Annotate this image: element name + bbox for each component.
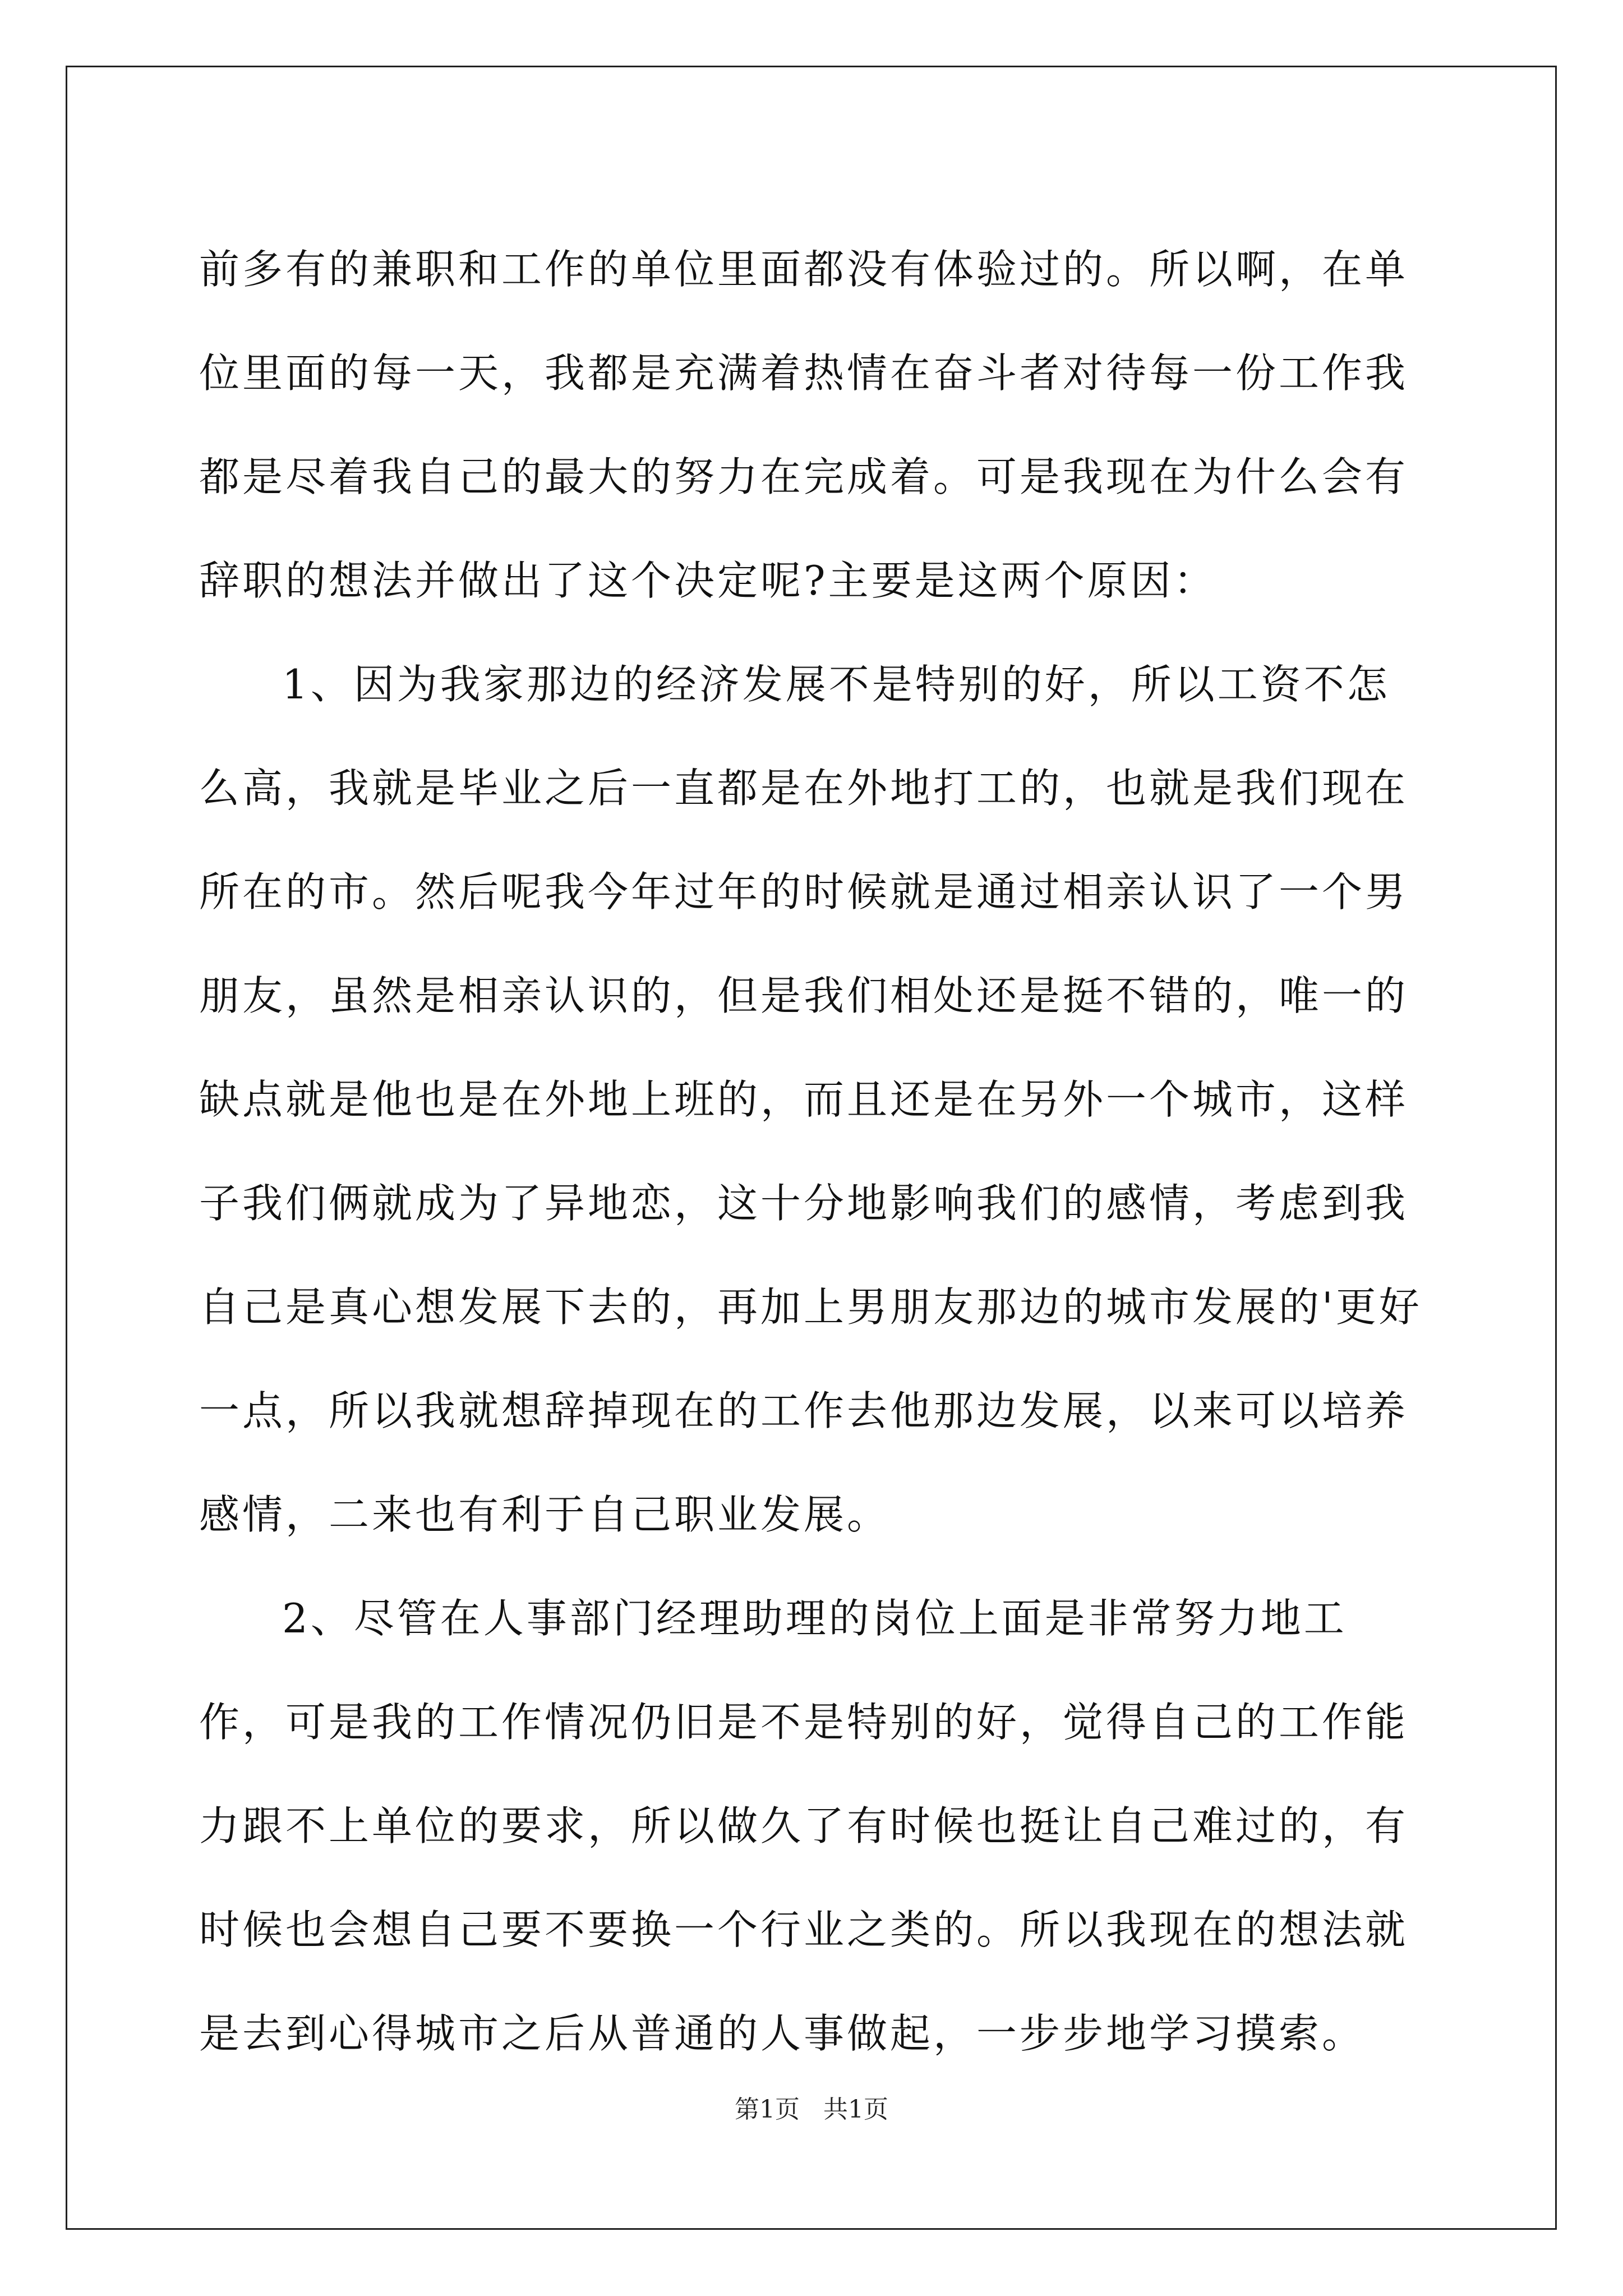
paragraph-reason-1: 1、因为我家那边的经济发展不是特别的好，所以工资不怎么高，我就是毕业之后一直都是在外地打工的，也就是我们现在所在的市。然后呢我今年过年的时候就是通过相亲认识了一个男朋友，虽然是相亲认识的，但是我们相处还是挺不错的，唯一的缺点就是他也是在外地上班的，而且还是在另外一个城市，这样子我们俩就成为了异地恋，这十分地影响我们的感情，考虑到我自己是真心想发展下去的，再加上男朋友那边的城市发展的'更好一点，所以我就想辞掉现在的工作去他那边发展，以来可以培养感情，二来也有利于自己职业发展。	[199, 661, 1422, 1538]
page-footer: 第1页 共1页	[735, 2095, 888, 2124]
paragraph-reason-2: 2、尽管在人事部门经理助理的岗位上面是非常努力地工作，可是我的工作情况仍旧是不是特别的好，觉得自己的工作能力跟不上单位的要求，所以做久了有时候也挺让自己难过的，有时候也会想自己要不要换一个行业之类的。所以我现在的想法就是去到心得城市之后从普通的人事做起，一步步地学习摸索。	[199, 1595, 1409, 2057]
document-body	[199, 218, 1433, 2086]
paragraph-continuation: 前多有的兼职和工作的单位里面都没有体验过的。所以啊，在单位里面的每一天，我都是充满着热情在奋斗者对待每一份工作我都是尽着我自己的最大的努力在完成着。可是我现在为什么会有辞职的想法并做出了这个决定呢?主要是这两个原因：	[199, 246, 1409, 604]
